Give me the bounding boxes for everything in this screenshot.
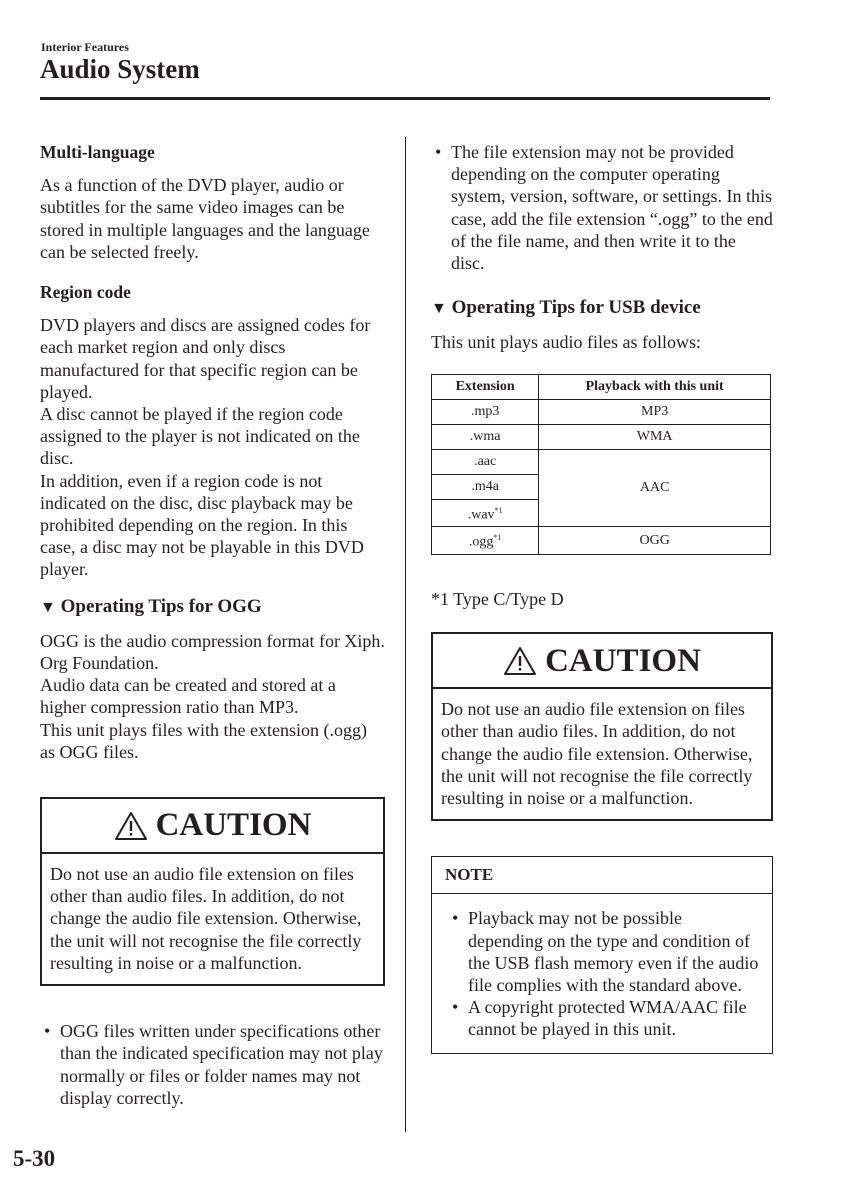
column-divider (405, 137, 406, 1132)
table-footnote: *1 Type C/Type D (431, 588, 564, 609)
extension-bullet-text: The file extension may not be provided depending on the computer operating system, version, software, or settings. In this case, add the file extension “.ogg” to the end of the file name, and then write it to the disc. (451, 142, 773, 274)
page-title: Audio System (40, 54, 200, 84)
extension-cell: .aac (432, 449, 539, 474)
caution-box (431, 632, 773, 821)
table-row (432, 424, 771, 449)
extension-cell (432, 499, 539, 527)
extension-cell: .m4a (432, 474, 539, 499)
region-code-paragraph: A disc cannot be played if the region code assigned to the player is not indicated on the disc. (40, 404, 360, 469)
extension-text: .ogg (468, 534, 494, 550)
warning-triangle-icon (114, 811, 148, 841)
note-title: NOTE (432, 857, 772, 894)
usb-tips-heading-text: Operating Tips for USB device (451, 297, 701, 319)
triangle-marker-icon: ▼ (431, 300, 447, 318)
playback-cell: OGG (539, 527, 771, 555)
bullet-icon: • (44, 1021, 51, 1042)
extension-cell: .mp3 (432, 399, 539, 424)
multi-language-heading: Multi-language (40, 142, 155, 162)
ogg-tips-heading-text: Operating Tips for OGG (60, 595, 262, 617)
caution-text: Do not use an audio file extension on files other than audio files. In addition, do not change the audio file extension. Otherwise, the unit will not recognise the file correctly resulting in noise or a malfunction. (50, 864, 362, 973)
table-row (432, 527, 771, 555)
caution-title: CAUTION (155, 807, 312, 844)
list-item (448, 907, 760, 996)
right-column (431, 141, 773, 1054)
region-code-heading: Region code (40, 282, 131, 303)
table-row (432, 399, 771, 424)
note-body (432, 894, 772, 1052)
caution-header (42, 799, 383, 854)
table-row (432, 449, 771, 474)
ogg-paragraph: Audio data can be created and stored at a higher compression ratio than MP3. (40, 675, 336, 718)
triangle-marker-icon: ▼ (40, 598, 56, 616)
warning-triangle-icon (503, 646, 537, 676)
note-box (431, 856, 773, 1053)
playback-cell: WMA (539, 424, 771, 449)
list-item (448, 996, 760, 1040)
multi-language-text: As a function of the DVD player, audio or subtitles for the same video images can be stored in multiple languages and the language can be selected freely. (40, 175, 370, 262)
footnote-marker: *1 (493, 533, 502, 543)
usb-intro: This unit plays audio files as follows: (431, 332, 701, 353)
usb-tips-heading (431, 297, 773, 320)
extension-text: .wav (467, 507, 495, 523)
column-header-extension: Extension (432, 374, 539, 399)
caution-title: CAUTION (545, 642, 701, 679)
caution-header (433, 634, 771, 689)
list-item (40, 1020, 385, 1109)
ogg-bullet-text: OGG files written under specifications other than the indicated specification may not play normally or files or folder names may not display correctly. (60, 1021, 383, 1108)
playback-cell: AAC (539, 449, 771, 527)
table-header-row (432, 374, 771, 399)
footnote-marker: *1 (494, 505, 503, 515)
bullet-icon: • (452, 997, 459, 1018)
ogg-tips-heading (40, 596, 385, 619)
extension-cell: .wma (432, 424, 539, 449)
left-column (40, 141, 385, 1109)
ogg-paragraph: OGG is the audio compression format for Xiph. Org Foundation. (40, 630, 385, 674)
page-number: 5-30 (13, 1146, 56, 1171)
note-bullet-text: A copyright protected WMA/AAC file cannot be played in this unit. (468, 997, 747, 1040)
list-item (431, 141, 773, 274)
ogg-paragraph: This unit plays files with the extension (.ogg) as OGG files. (40, 719, 367, 762)
region-code-paragraph: DVD players and discs are assigned codes for each market region and only discs manufactured for that specific region can be played. (40, 315, 371, 402)
audio-format-table (431, 374, 771, 555)
header-rule (40, 97, 770, 100)
caution-box (40, 797, 385, 986)
extension-cell (432, 527, 539, 555)
playback-cell: MP3 (539, 399, 771, 424)
column-header-playback: Playback with this unit (539, 374, 771, 399)
region-code-paragraph: In addition, even if a region code is not indicated on the disc, disc playback may be prohibited depending on the region. In this case, a disc may not be playable in this DVD player. (40, 470, 364, 580)
caution-text: Do not use an audio file extension on files other than audio files. In addition, do not change the audio file extension. Otherwise, the unit will not recognise the file correctly resulting in noise or a malfunction. (441, 699, 753, 808)
note-bullet-text: Playback may not be possible depending on the type and condition of the USB flash memory even if the audio file complies with the standard above. (468, 908, 759, 995)
bullet-icon: • (452, 908, 459, 929)
bullet-icon: • (435, 142, 442, 162)
section-label: Interior Features (41, 40, 129, 54)
